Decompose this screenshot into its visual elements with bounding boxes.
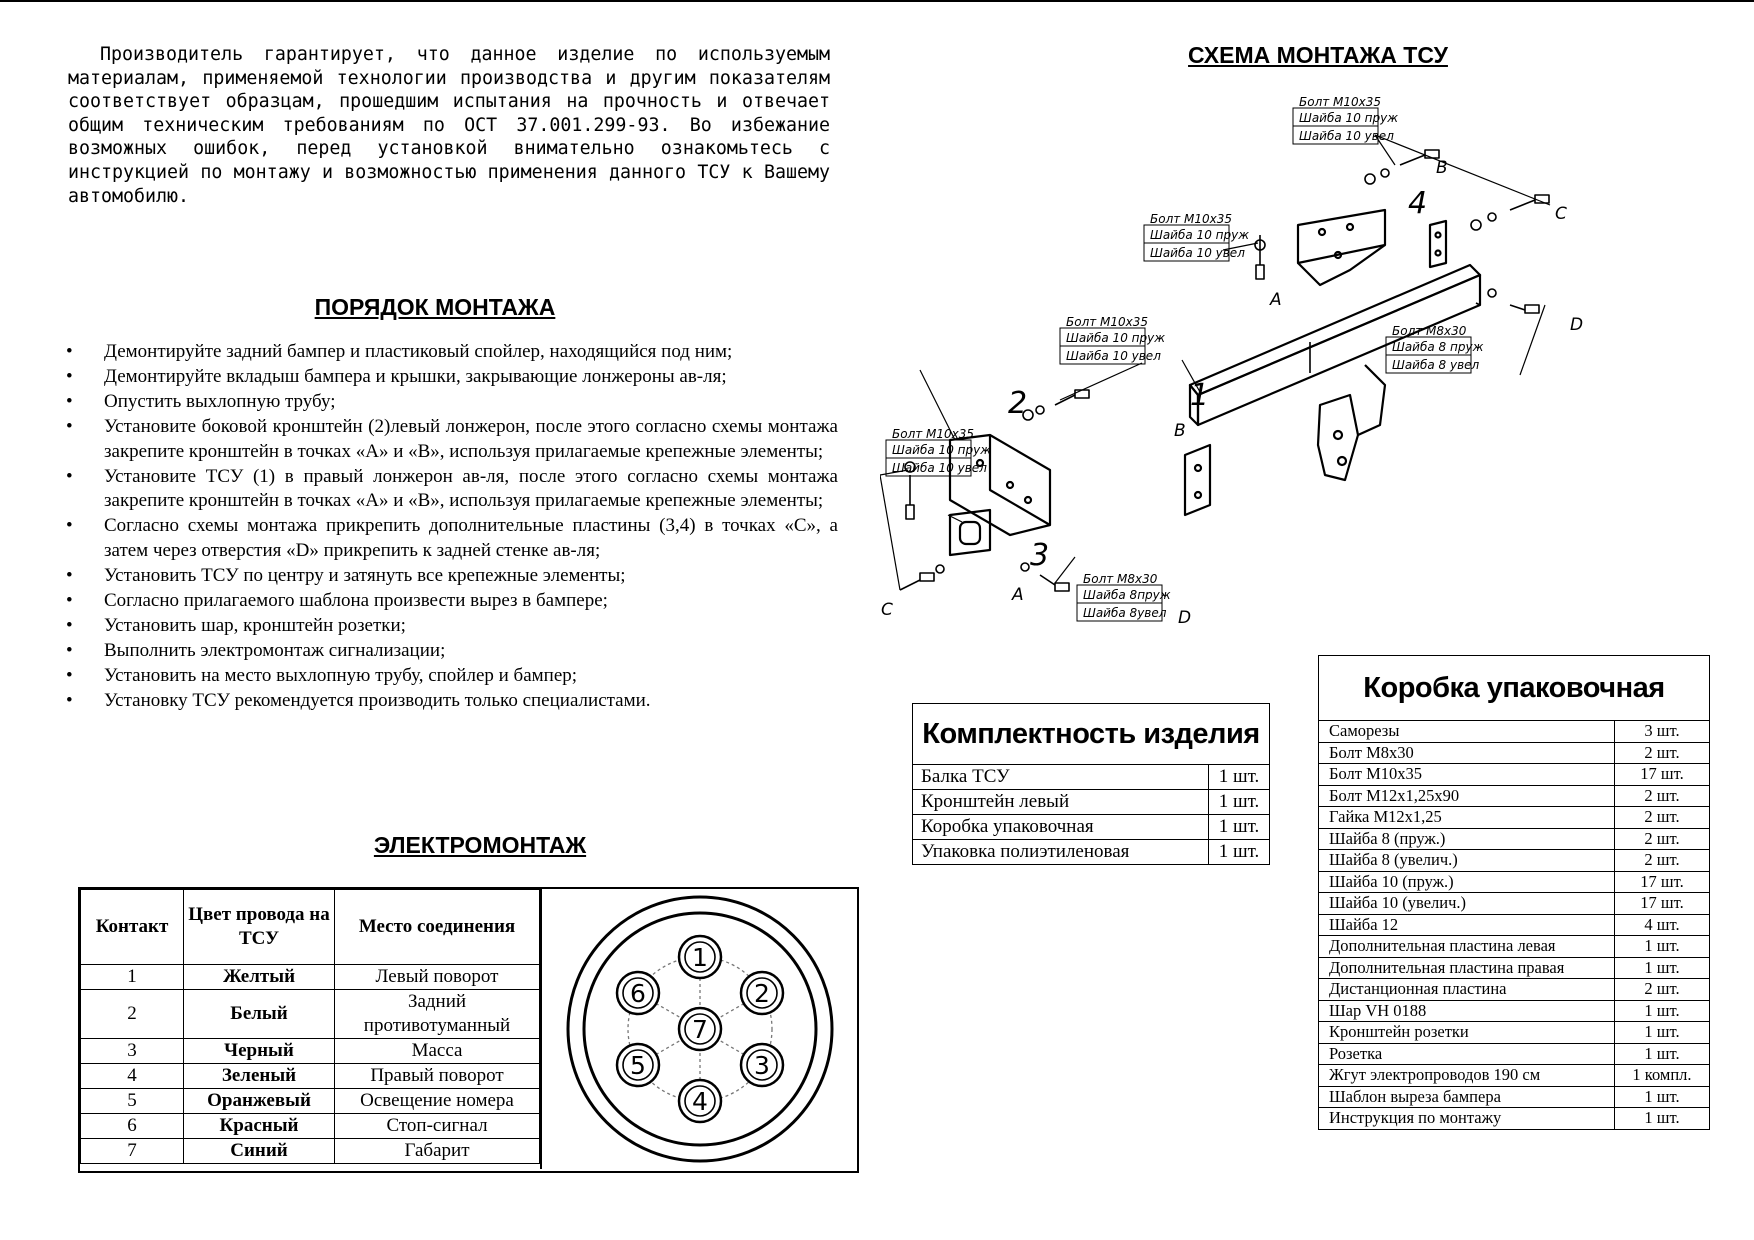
item-qty-cell: 1 шт. [1209,840,1270,865]
table-header-row [81,890,540,965]
montage-step: • Установите боковой кронштейн (2)левый лонжерон, после этого согласно схемы монтажа закрепите кронштейн в точках «А» и «В», используя прилагаемые крепежные элементы; [62,415,838,464]
montage-step: • Установку ТСУ рекомендуется производить только специалистами. [62,689,838,714]
table-row [913,815,1270,840]
table-row [1319,1108,1710,1130]
callout-text: Болт М10х35 [892,427,975,441]
socket-pinout-diagram [542,889,858,1169]
table-row [1319,1022,1710,1044]
callout-text: Шайба 10 пруж [1066,331,1166,345]
column-header: Цвет провода на ТСУ [184,890,335,965]
socket-pin-4 [679,1080,721,1122]
item-name-cell: Инструкция по монтажу [1319,1108,1615,1130]
item-qty-cell: 1 шт. [1614,936,1709,958]
kit-title: Комплектность изделия [913,704,1270,765]
item-name-cell: Саморезы [1319,721,1615,743]
montage-heading: ПОРЯДОК МОНТАЖА [314,294,556,320]
ball-hitch-mount [1318,395,1358,480]
column-header: Место соединения [335,890,540,965]
item-qty-cell: 2 шт. [1614,807,1709,829]
socket-pin-3 [741,1044,783,1086]
wire-color-cell: Белый [184,990,335,1039]
box-title: Коробка упаковочная [1319,656,1710,721]
table-row [81,1114,540,1139]
table-row [81,1139,540,1164]
part-number-4: 4 [1408,186,1428,221]
warranty-text: Производитель гарантирует, что данное изделие по используемым материалам, применяемой технологии производства и другим показателям соответствует образцам, прошедшим испытания на прочность и отвечает общим техническим требованиям по ОСТ 37.001.299-93. Во избежание возможных ошибок, перед установкой внимательно ознакомьтесь с инструкцией по монтажу и возможностью применения данного ТСУ к Вашему автомобилю. [68,44,830,207]
montage-step: • Установите ТСУ (1) в правый лонжерон ав-ля, после этого согласно схемы монтажа закрепите кронштейн в точках «А» и «В», используя прилагаемые крепежные элементы; [62,465,838,514]
wire-color-cell: Оранжевый [184,1089,335,1114]
contact-cell: 2 [81,990,184,1039]
item-qty-cell: 1 шт. [1614,1022,1709,1044]
item-name-cell: Упаковка полиэтиленовая [913,840,1209,865]
connection-cell: Масса [335,1039,540,1064]
contact-cell: 5 [81,1089,184,1114]
item-name-cell: Шайба 8 (пруж.) [1319,828,1615,850]
socket-pin-5 [617,1044,659,1086]
item-qty-cell: 1 компл. [1614,1065,1709,1087]
item-name-cell: Балка ТСУ [913,765,1209,790]
connection-cell: Освещение номера [335,1089,540,1114]
table-row [1319,914,1710,936]
item-qty-cell: 2 шт. [1614,785,1709,807]
item-name-cell: Кронштейн розетки [1319,1022,1615,1044]
wire-color-cell: Синий [184,1139,335,1164]
kit-contents-table [912,703,1270,865]
item-name-cell: Дополнительная пластина левая [1319,936,1615,958]
item-qty-cell: 17 шт. [1614,764,1709,786]
point-label-b-left: B [1174,421,1186,441]
item-name-cell: Шайба 8 (увелич.) [1319,850,1615,872]
table-row [1319,1043,1710,1065]
contact-cell: 7 [81,1139,184,1164]
montage-step: • Опустить выхлопную трубу; [62,390,838,415]
socket-pins [617,936,783,1122]
table-row [1319,979,1710,1001]
wire-color-cell: Красный [184,1114,335,1139]
item-name-cell: Болт М10х35 [1319,764,1615,786]
point-label-b: B [1436,158,1448,178]
contact-cell: 1 [81,965,184,990]
callout-text: Шайба 10 увел [1150,246,1245,260]
table-row [1319,936,1710,958]
item-name-cell: Болт М12х1,25х90 [1319,785,1615,807]
table-row [1319,1065,1710,1087]
item-qty-cell: 2 шт. [1614,979,1709,1001]
table-row [81,965,540,990]
table-row [1319,828,1710,850]
point-label-d: D [1570,315,1584,335]
callout-text: Болт М8х30 [1392,324,1467,338]
wiring-table [80,889,540,1164]
callout-b-left [1060,315,1165,364]
callout-text: Шайба 10 пруж [1150,228,1250,242]
callout-a-top [1144,212,1249,261]
point-label-a-left: A [1012,585,1024,605]
callout-text: Шайба 8 увел [1392,358,1480,372]
socket-pin-2 [741,972,783,1014]
callout-text: Болт М10х35 [1299,95,1382,109]
plate-3 [950,510,990,555]
point-label-a: A [1270,290,1282,310]
callout-text: Болт М10х35 [1066,315,1149,329]
connection-cell: Стоп-сигнал [335,1114,540,1139]
connection-cell: Габарит [335,1139,540,1164]
point-label-d-bottom: D [1178,608,1192,628]
table-row [1319,893,1710,915]
socket-pin-6 [617,972,659,1014]
item-qty-cell: 1 шт. [1614,1000,1709,1022]
right-mount-plate [1185,445,1210,515]
item-name-cell: Жгут электропроводов 190 см [1319,1065,1615,1087]
item-qty-cell: 1 шт. [1209,765,1270,790]
item-qty-cell: 1 шт. [1209,790,1270,815]
montage-step: • Установить на место выхлопную трубу, спойлер и бампер; [62,664,838,689]
warranty-paragraph [68,43,830,208]
wire-color-cell: Черный [184,1039,335,1064]
connection-cell: Левый поворот [335,965,540,990]
contact-cell: 3 [81,1039,184,1064]
table-row [1319,785,1710,807]
item-name-cell: Дополнительная пластина правая [1319,957,1615,979]
table-row [913,840,1270,865]
table-row [1319,742,1710,764]
part-number-3: 3 [1030,538,1050,573]
top-border-line [0,0,1754,2]
item-name-cell: Болт М8х30 [1319,742,1615,764]
part-number-1: 1 [1190,378,1210,413]
socket-pin-label: 4 [692,1087,708,1116]
callout-a-left [886,427,991,476]
montage-step: • Установить ТСУ по центру и затянуть все крепежные элементы; [62,564,838,589]
item-qty-cell: 2 шт. [1614,850,1709,872]
montage-steps-list [62,340,838,714]
item-qty-cell: 1 шт. [1209,815,1270,840]
callout-b-top [1293,95,1398,144]
point-label-c-right: C [1555,204,1567,224]
callout-text: Болт М8х30 [1083,572,1158,586]
callout-text: Шайба 8увел [1083,606,1167,620]
socket-pin-label: 3 [754,1051,770,1080]
connection-cell: Правый поворот [335,1064,540,1089]
callout-d-bottom [1077,572,1171,621]
socket-pin-label: 7 [692,1015,708,1044]
montage-step: • Выполнить электромонтаж сигнализации; [62,639,838,664]
item-qty-cell: 2 шт. [1614,742,1709,764]
callout-text: Шайба 10 увел [1066,349,1161,363]
item-qty-cell: 1 шт. [1614,1043,1709,1065]
table-row [81,1089,540,1114]
item-name-cell: Шайба 10 (увелич.) [1319,893,1615,915]
item-name-cell: Шаблон выреза бампера [1319,1086,1615,1108]
table-row [1319,764,1710,786]
item-name-cell: Гайка М12х1,25 [1319,807,1615,829]
table-row [1319,850,1710,872]
wire-color-cell: Зеленый [184,1064,335,1089]
item-name-cell: Шар VH 0188 [1319,1000,1615,1022]
item-name-cell: Розетка [1319,1043,1615,1065]
electro-heading: ЭЛЕКТРОМОНТАЖ [373,832,587,858]
montage-step: • Согласно прилагаемого шаблона произвести вырез в бампере; [62,589,838,614]
item-name-cell: Шайба 10 (пруж.) [1319,871,1615,893]
item-qty-cell: 1 шт. [1614,1108,1709,1130]
table-row [913,790,1270,815]
item-qty-cell: 3 шт. [1614,721,1709,743]
item-name-cell: Кронштейн левый [913,790,1209,815]
point-label-c: C [881,600,893,620]
scheme-heading: СХЕМА МОНТАЖА ТСУ [1188,42,1448,68]
table-row [81,1039,540,1064]
socket-pin-label: 5 [630,1051,646,1080]
connection-cell: Задний противотуманный [335,990,540,1039]
item-name-cell: Шайба 12 [1319,914,1615,936]
item-qty-cell: 17 шт. [1614,871,1709,893]
item-qty-cell: 2 шт. [1614,828,1709,850]
callout-text: Шайба 8 пруж [1392,340,1484,354]
table-row [81,990,540,1039]
callout-text: Шайба 10 увел [892,461,987,475]
socket-pin-label: 1 [692,943,708,972]
table-row [1319,1086,1710,1108]
socket-pinout-panel [540,889,858,1169]
mounting-scheme-drawing [880,95,1740,675]
montage-step: • Демонтируйте вкладыш бампера и крышки, закрывающие лонжероны ав-ля; [62,365,838,390]
callout-text: Шайба 10 увел [1299,129,1394,143]
callout-d-right [1386,324,1484,373]
table-row [1319,721,1710,743]
item-qty-cell: 1 шт. [1614,957,1709,979]
montage-step: • Установить шар, кронштейн розетки; [62,614,838,639]
montage-step: • Согласно схемы монтажа прикрепить дополнительные пластины (3,4) в точках «С», а затем через отверстия «D» прикрепить к задней стенке ав-ля; [62,514,838,563]
table-row [1319,807,1710,829]
contact-cell: 6 [81,1114,184,1139]
contact-cell: 4 [81,1064,184,1089]
item-qty-cell: 17 шт. [1614,893,1709,915]
part-number-2: 2 [1008,386,1028,421]
item-qty-cell: 1 шт. [1614,1086,1709,1108]
socket-pin-7 [679,1008,721,1050]
item-name-cell: Коробка упаковочная [913,815,1209,840]
socket-pin-label: 2 [754,979,770,1008]
callout-text: Шайба 8пруж [1083,588,1171,602]
callout-text: Болт М10х35 [1150,212,1233,226]
column-header: Контакт [81,890,184,965]
table-row [1319,1000,1710,1022]
table-row [1319,957,1710,979]
callout-text: Шайба 10 пруж [892,443,992,457]
item-name-cell: Дистанционная пластина [1319,979,1615,1001]
table-row [1319,871,1710,893]
socket-pin-1 [679,936,721,978]
table-row [913,765,1270,790]
callout-text: Шайба 10 пруж [1299,111,1399,125]
montage-step: • Демонтируйте задний бампер и пластиковый спойлер, находящийся под ним; [62,340,838,365]
item-qty-cell: 4 шт. [1614,914,1709,936]
socket-pin-label: 6 [630,979,646,1008]
table-row [81,1064,540,1089]
wire-color-cell: Желтый [184,965,335,990]
plate-4 [1430,221,1446,267]
packing-box-table [1318,655,1710,1130]
